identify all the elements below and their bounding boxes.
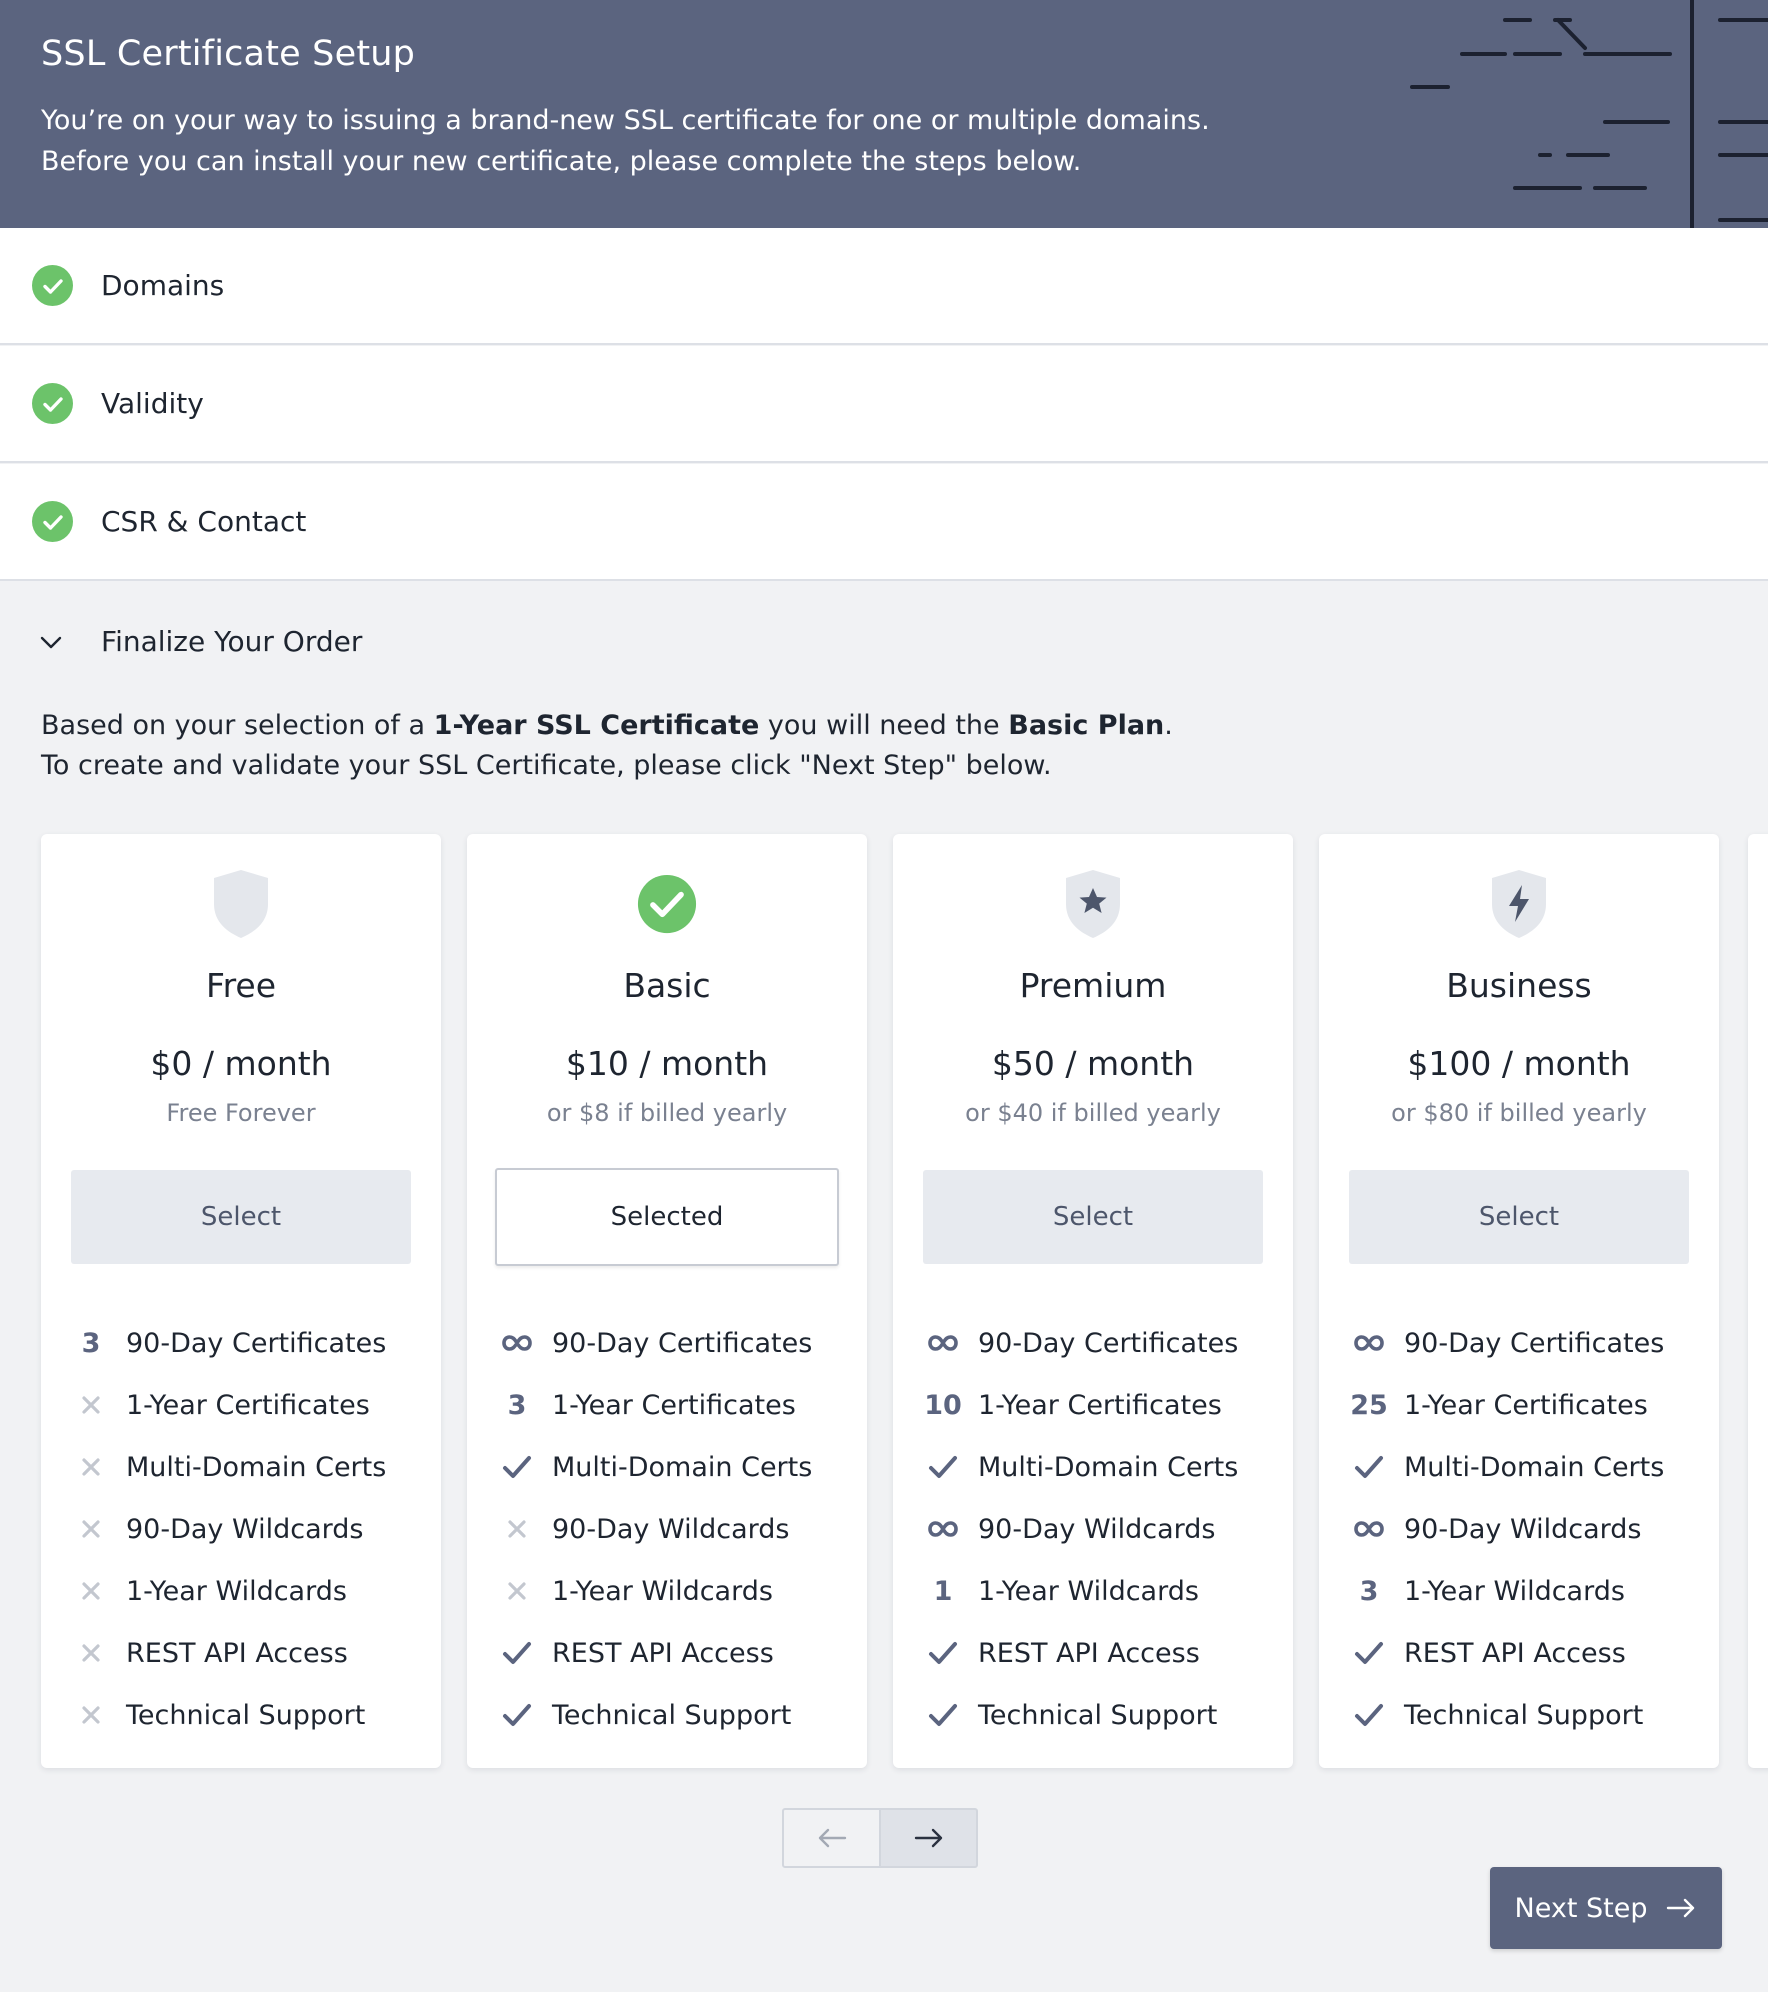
next-plan-card-peek bbox=[1748, 834, 1768, 1768]
feature-label: Multi-Domain Certs bbox=[1404, 1451, 1665, 1483]
plan-name: Business bbox=[1446, 966, 1592, 1005]
cross-icon bbox=[71, 1571, 111, 1611]
feature-item bbox=[923, 1560, 1283, 1622]
feature-item bbox=[71, 1374, 431, 1436]
feature-label: REST API Access bbox=[1404, 1637, 1626, 1669]
feature-label: 1-Year Certificates bbox=[552, 1389, 796, 1421]
feature-item bbox=[497, 1560, 857, 1622]
arrow-left-icon bbox=[815, 1826, 849, 1850]
cross-icon bbox=[71, 1633, 111, 1673]
feature-item bbox=[923, 1622, 1283, 1684]
step-label: CSR & Contact bbox=[101, 505, 307, 538]
plan-card-business bbox=[1319, 834, 1719, 1768]
plan-billing-note: or $40 if billed yearly bbox=[965, 1099, 1221, 1127]
check-circle-icon bbox=[32, 265, 73, 306]
next-step-label: Next Step bbox=[1514, 1892, 1648, 1924]
feature-label: Multi-Domain Certs bbox=[126, 1451, 387, 1483]
step-validity[interactable] bbox=[0, 346, 1768, 463]
page-title: SSL Certificate Setup bbox=[41, 34, 416, 74]
check-circle-icon bbox=[32, 383, 73, 424]
feature-label: Multi-Domain Certs bbox=[552, 1451, 813, 1483]
previous-plans-button[interactable] bbox=[782, 1808, 881, 1868]
feature-item bbox=[1349, 1560, 1709, 1622]
infinity-icon bbox=[497, 1323, 537, 1363]
feature-label: 90-Day Certificates bbox=[126, 1327, 387, 1359]
feature-count: 1 bbox=[933, 1575, 953, 1607]
feature-label: 90-Day Wildcards bbox=[126, 1513, 364, 1545]
feature-item bbox=[1349, 1622, 1709, 1684]
cross-icon bbox=[497, 1571, 537, 1611]
page-header bbox=[0, 0, 1768, 228]
page-description bbox=[41, 100, 1341, 182]
feature-item bbox=[497, 1622, 857, 1684]
step-label: Domains bbox=[101, 269, 225, 302]
feature-label: 90-Day Certificates bbox=[552, 1327, 813, 1359]
feature-item bbox=[923, 1436, 1283, 1498]
check-icon bbox=[497, 1633, 537, 1673]
feature-item bbox=[71, 1436, 431, 1498]
bolt-shield-icon bbox=[1489, 868, 1549, 940]
feature-label: 1-Year Certificates bbox=[1404, 1389, 1648, 1421]
header-decoration-lines bbox=[1390, 0, 1768, 228]
feature-item bbox=[71, 1498, 431, 1560]
step-finalize-order[interactable] bbox=[0, 583, 1768, 700]
plan-price: $100 / month bbox=[1407, 1044, 1631, 1083]
plan-price: $0 / month bbox=[150, 1044, 332, 1083]
feature-item bbox=[497, 1436, 857, 1498]
feature-item bbox=[71, 1312, 431, 1374]
feature-item bbox=[71, 1560, 431, 1622]
plan-billing-note: or $8 if billed yearly bbox=[546, 1099, 788, 1127]
feature-label: Technical Support bbox=[978, 1699, 1218, 1731]
arrow-right-icon bbox=[912, 1826, 946, 1850]
feature-item bbox=[923, 1684, 1283, 1746]
star-shield-icon bbox=[1063, 868, 1123, 940]
feature-count: 3 bbox=[507, 1389, 527, 1421]
cross-icon bbox=[71, 1695, 111, 1735]
infinity-icon bbox=[1349, 1509, 1389, 1549]
feature-label: 90-Day Wildcards bbox=[1404, 1513, 1642, 1545]
feature-label: Technical Support bbox=[1404, 1699, 1644, 1731]
select-plan-button[interactable]: Select bbox=[923, 1170, 1263, 1264]
cross-icon bbox=[497, 1509, 537, 1549]
select-plan-button[interactable]: Select bbox=[1349, 1170, 1689, 1264]
feature-item bbox=[923, 1498, 1283, 1560]
step-domains[interactable] bbox=[0, 228, 1768, 345]
feature-label: 1-Year Wildcards bbox=[1404, 1575, 1625, 1607]
feature-label: 1-Year Certificates bbox=[978, 1389, 1222, 1421]
plan-feature-list bbox=[923, 1312, 1283, 1746]
check-icon bbox=[1349, 1447, 1389, 1487]
plan-feature-list bbox=[1349, 1312, 1709, 1746]
feature-item bbox=[923, 1374, 1283, 1436]
plan-recommendation-text bbox=[41, 706, 1641, 786]
next-plans-button[interactable] bbox=[879, 1808, 978, 1868]
cross-icon bbox=[71, 1447, 111, 1487]
feature-label: Technical Support bbox=[552, 1699, 792, 1731]
feature-label: 90-Day Certificates bbox=[1404, 1327, 1665, 1359]
step-label: Finalize Your Order bbox=[101, 625, 363, 658]
plan-card-basic bbox=[467, 834, 867, 1768]
plan-name: Premium bbox=[1019, 966, 1167, 1005]
feature-label: 1-Year Wildcards bbox=[126, 1575, 347, 1607]
check-icon bbox=[923, 1633, 963, 1673]
plan-price: $10 / month bbox=[565, 1044, 769, 1083]
check-icon bbox=[497, 1447, 537, 1487]
selected-plan-button[interactable]: Selected bbox=[495, 1168, 839, 1266]
feature-item bbox=[923, 1312, 1283, 1374]
feature-label: 90-Day Certificates bbox=[978, 1327, 1239, 1359]
chevron-down-icon bbox=[38, 629, 64, 655]
check-circle-icon bbox=[32, 501, 73, 542]
description-line-2: Before you can install your new certificate, please complete the steps below. bbox=[41, 146, 1082, 177]
feature-label: REST API Access bbox=[126, 1637, 348, 1669]
feature-item bbox=[1349, 1684, 1709, 1746]
check-icon bbox=[1349, 1695, 1389, 1735]
cross-icon bbox=[71, 1509, 111, 1549]
infinity-icon bbox=[1349, 1323, 1389, 1363]
shield-icon bbox=[211, 868, 271, 940]
cross-icon bbox=[71, 1385, 111, 1425]
feature-item bbox=[71, 1684, 431, 1746]
feature-item bbox=[497, 1684, 857, 1746]
feature-item bbox=[71, 1622, 431, 1684]
feature-item bbox=[1349, 1436, 1709, 1498]
feature-label: Technical Support bbox=[126, 1699, 366, 1731]
feature-label: REST API Access bbox=[978, 1637, 1200, 1669]
infinity-icon bbox=[923, 1323, 963, 1363]
plan-name: Basic bbox=[623, 966, 711, 1005]
description-line-1: You’re on your way to issuing a brand-new SSL certificate for one or multiple domains. bbox=[41, 105, 1210, 136]
feature-label: 1-Year Certificates bbox=[126, 1389, 370, 1421]
plan-card-free bbox=[41, 834, 441, 1768]
feature-item bbox=[1349, 1374, 1709, 1436]
check-circle-icon bbox=[637, 868, 697, 940]
feature-label: 90-Day Wildcards bbox=[552, 1513, 790, 1545]
feature-count: 3 bbox=[1359, 1575, 1379, 1607]
intro-line-2: To create and validate your SSL Certificate, please click "Next Step" below. bbox=[41, 750, 1052, 781]
feature-count: 25 bbox=[1350, 1389, 1388, 1421]
plan-feature-list bbox=[497, 1312, 857, 1746]
plan-feature-list bbox=[71, 1312, 431, 1746]
check-icon bbox=[1349, 1633, 1389, 1673]
next-step-button[interactable] bbox=[1490, 1867, 1722, 1949]
check-icon bbox=[497, 1695, 537, 1735]
check-icon bbox=[923, 1447, 963, 1487]
plan-billing-note: Free Forever bbox=[166, 1099, 316, 1127]
check-icon bbox=[923, 1695, 963, 1735]
step-csr-contact[interactable] bbox=[0, 464, 1768, 581]
feature-item bbox=[497, 1312, 857, 1374]
feature-label: Multi-Domain Certs bbox=[978, 1451, 1239, 1483]
feature-label: 1-Year Wildcards bbox=[552, 1575, 773, 1607]
arrow-right-icon bbox=[1665, 1896, 1697, 1920]
feature-item bbox=[1349, 1312, 1709, 1374]
infinity-icon bbox=[923, 1509, 963, 1549]
feature-count: 10 bbox=[924, 1389, 962, 1421]
plan-billing-note: or $80 if billed yearly bbox=[1391, 1099, 1647, 1127]
feature-item bbox=[497, 1498, 857, 1560]
feature-item bbox=[1349, 1498, 1709, 1560]
plan-price: $50 / month bbox=[991, 1044, 1195, 1083]
feature-label: REST API Access bbox=[552, 1637, 774, 1669]
plan-name: Free bbox=[205, 966, 277, 1005]
step-label: Validity bbox=[101, 387, 204, 420]
feature-count: 3 bbox=[81, 1327, 101, 1359]
select-plan-button[interactable]: Select bbox=[71, 1170, 411, 1264]
plan-pager bbox=[782, 1808, 980, 1868]
feature-item bbox=[497, 1374, 857, 1436]
intro-line-1: Based on your selection of a 1-Year SSL Certificate you will need the Basic Plan. bbox=[41, 710, 1173, 741]
feature-label: 1-Year Wildcards bbox=[978, 1575, 1199, 1607]
feature-label: 90-Day Wildcards bbox=[978, 1513, 1216, 1545]
plan-card-premium bbox=[893, 834, 1293, 1768]
